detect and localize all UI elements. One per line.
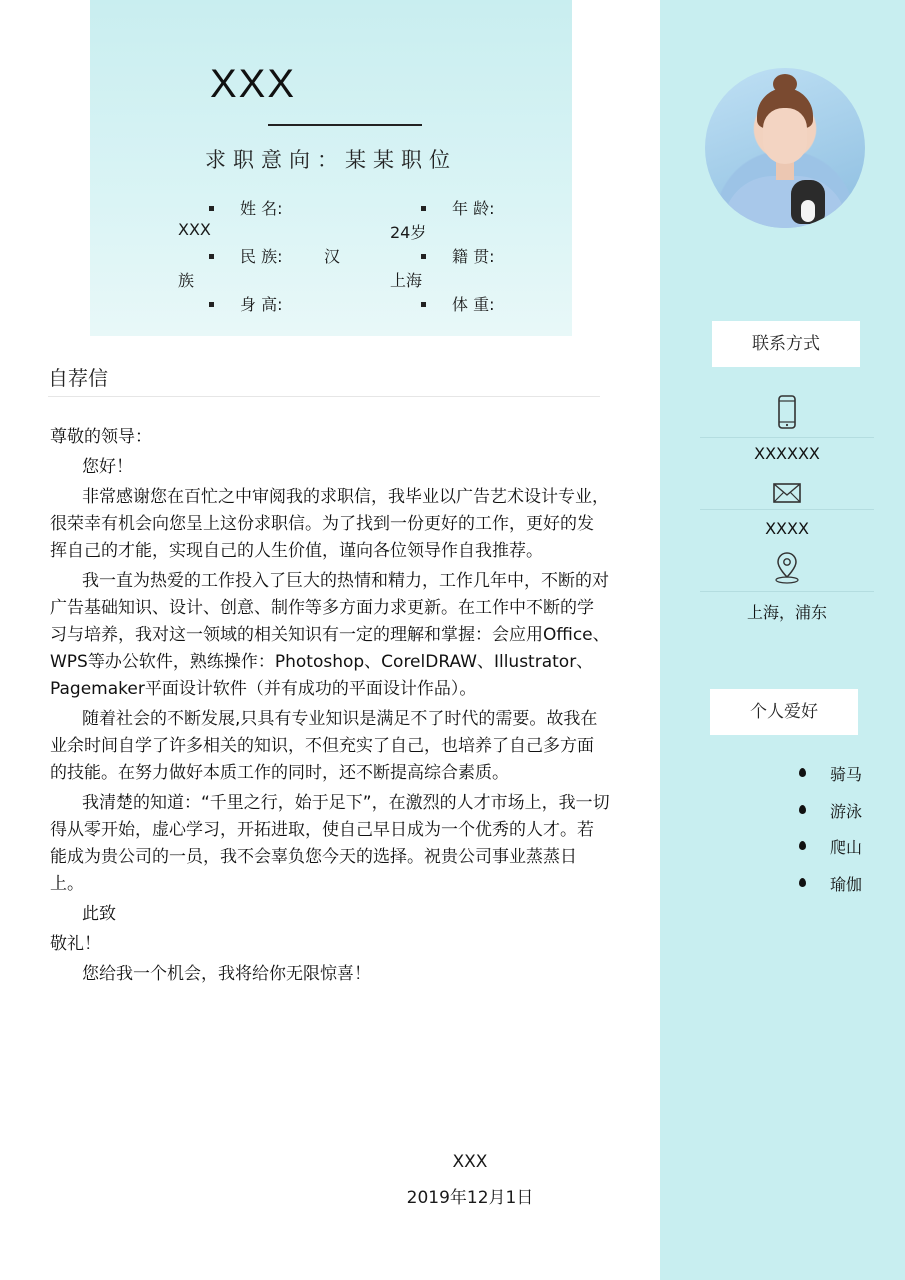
contact-divider [700, 509, 874, 510]
info-bullet [421, 206, 426, 211]
sidebar [660, 0, 905, 1280]
info-label-name: 姓 名: [240, 199, 283, 218]
hobby-bullet [799, 805, 806, 814]
salutation: 尊敬的领导： [50, 427, 152, 447]
info-bullet [209, 206, 214, 211]
hobby-item: 骑马 [830, 765, 863, 784]
info-bullet [421, 302, 426, 307]
cover-letter [50, 424, 610, 988]
hobby-bullet [799, 841, 806, 850]
info-bullet [421, 254, 426, 259]
job-objective: 求职意向：某某职位 [205, 148, 457, 172]
info-bullet [209, 302, 214, 307]
info-value-age: 24岁 [390, 223, 427, 242]
section-divider [48, 396, 600, 397]
greeting: 您好！ [82, 457, 133, 477]
location-icon [773, 550, 801, 586]
home-address: 上海，浦东 [746, 603, 827, 622]
closing-line: 您给我一个机会，我将给你无限惊喜！ [82, 964, 371, 984]
letter-paragraph: 随着社会的不断发展,只具有专业知识是满足不了时代的需要。故我在业余时间自学了许多相关的知识，不但充实了自己，也培养了自己多方面的技能。在努力做好本质工作的同时，还不断提高综合素质。 [50, 709, 598, 783]
letter-paragraph: 我清楚的知道：“千里之行，始于足下”，在激烈的人才市场上，我一切得从零开始，虚心学习，开拓进取，使自己早日成为一个优秀的人才。若能成为贵公司的一员，我不会辜负您今天的选择。祝贵公司事业蒸蒸日上。 [50, 793, 610, 894]
hobby-item: 瑜伽 [830, 875, 863, 894]
signature [380, 1144, 560, 1216]
section-title: 自荐信 [48, 366, 108, 390]
phone-number: XXXXXX [754, 444, 820, 463]
contact-divider [700, 591, 874, 592]
info-value-name: XXX [178, 220, 211, 239]
closing-regards: 此致 [82, 904, 116, 924]
contact-divider [700, 437, 874, 438]
phone-icon [773, 394, 801, 430]
contact-heading: 联系方式 [712, 321, 860, 367]
info-label-hometown: 籍 贯: [452, 247, 495, 266]
mail-icon [773, 476, 801, 512]
info-label-weight: 体 重: [452, 295, 495, 314]
info-label-age: 年 龄: [452, 199, 495, 218]
header-box [90, 0, 572, 336]
candidate-name: XXX [210, 62, 297, 106]
letter-paragraph: 非常感谢您在百忙之中审阅我的求职信，我毕业以广告艺术设计专业，很荣幸有机会向您呈上这份求职信。为了找到一份更好的工作，更好的发挥自己的才能，实现自己的人生价值，谨向各位领导作自我推荐。 [50, 487, 609, 561]
closing-salute: 敬礼！ [50, 934, 101, 954]
info-label-height: 身 高: [240, 295, 283, 314]
info-bullet [209, 254, 214, 259]
name-underline [268, 124, 422, 126]
signature-date: 2019年12月1日 [406, 1188, 534, 1208]
info-value-ethnicity-1: 汉 [324, 247, 341, 266]
hobby-bullet [799, 878, 806, 887]
hobby-item: 爬山 [830, 838, 863, 857]
avatar [705, 68, 865, 228]
hobby-heading: 个人爱好 [710, 689, 858, 735]
hobby-item: 游泳 [830, 802, 863, 821]
info-label-ethnicity: 民 族: [240, 247, 283, 266]
info-value-ethnicity-2: 族 [178, 271, 195, 290]
signature-name: XXX [452, 1152, 488, 1172]
hobby-bullet [799, 768, 806, 777]
letter-paragraph: 我一直为热爱的工作投入了巨大的热情和精力，工作几年中，不断的对广告基础知识、设计、创意、制作等多方面力求更新。在工作中不断的学习与培养，我对这一领域的相关知识有一定的理解和掌握：会应用Office、WPS等办公软件，熟练操作：Photoshop、CorelDRAW、Illustrator、Pagemaker平面设计软件（并有成功的平面设计作品）。 [50, 571, 610, 699]
email-address: XXXX [765, 519, 809, 538]
info-value-hometown: 上海 [390, 271, 423, 290]
